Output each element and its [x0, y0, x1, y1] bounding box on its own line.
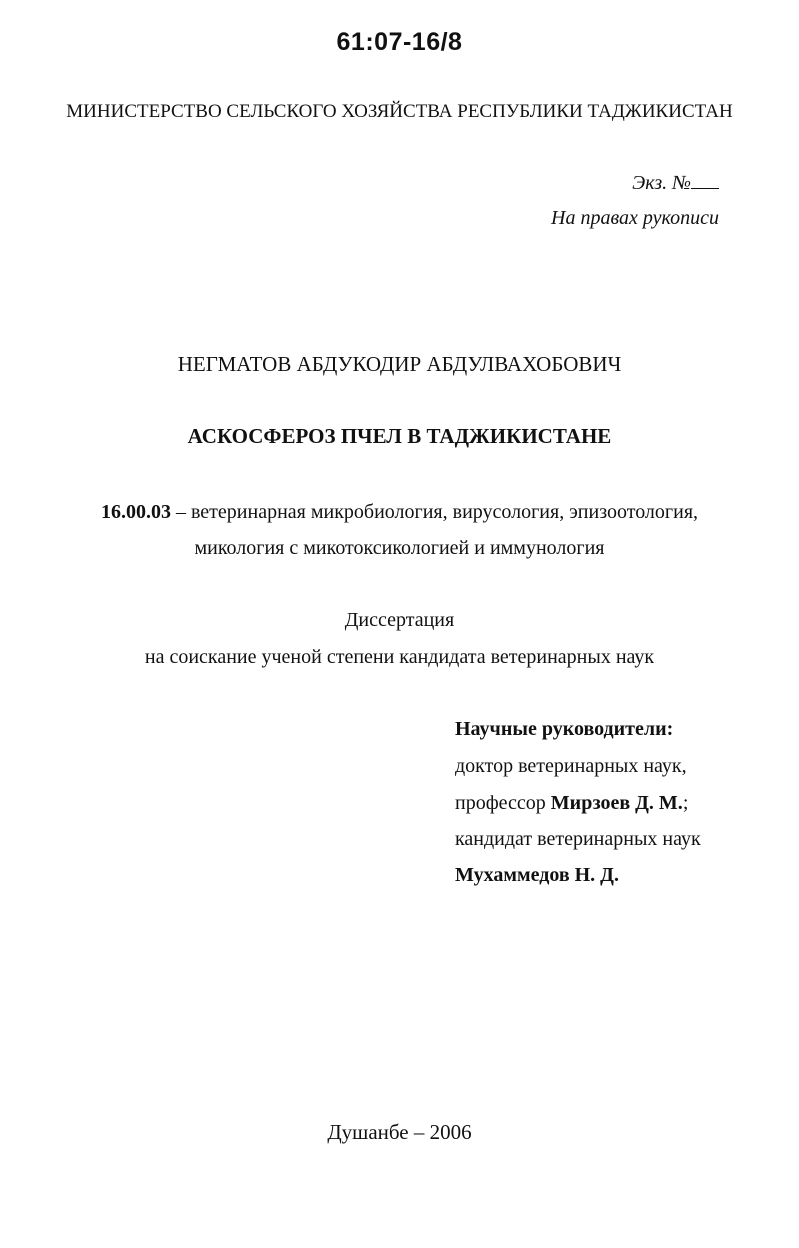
supervisor-1-rank: профессор [455, 792, 551, 814]
supervisor-1-separator: ; [682, 792, 689, 814]
document-type: Диссертация [344, 609, 455, 631]
supervisors-heading: Научные руководители: [455, 718, 674, 740]
manuscript-rights-note: На правах рукописи [551, 207, 719, 229]
ministry-header: МИНИСТЕРСТВО СЕЛЬСКОГО ХОЗЯЙСТВА РЕСПУБЛИКИ ТАДЖИКИСТАН [66, 101, 733, 122]
library-shelfmark: 61:07-16/8 [336, 28, 463, 56]
supervisor-1-line [455, 792, 688, 815]
specialty-description: – ветеринарная микробиология, вирусология, эпизоотология, [170, 501, 699, 523]
copy-number-blank [691, 170, 719, 189]
copy-number-field [632, 170, 719, 195]
supervisor-2-degree: кандидат ветеринарных наук [455, 828, 701, 850]
supervisor-1-degree: доктор ветеринарных наук, [455, 755, 687, 777]
specialty-line-2: микология с микотоксикологией и иммунология [194, 537, 605, 559]
place-and-year: Душанбе – 2006 [327, 1120, 472, 1144]
supervisor-1-name: Мирзоев Д. М. [550, 792, 683, 814]
specialty-code: 16.00.03 [100, 501, 171, 523]
copy-number-label: Экз. № [632, 172, 691, 194]
specialty-line-1 [0, 501, 799, 524]
degree-statement: на соискание ученой степени кандидата ветеринарных наук [144, 646, 655, 668]
supervisor-2-name: Мухаммедов Н. Д. [455, 864, 619, 886]
dissertation-title: АСКОСФЕРОЗ ПЧЕЛ В ТАДЖИКИСТАНЕ [187, 424, 612, 448]
author-name: НЕГМАТОВ АБДУКОДИР АБДУЛВАХОБОВИЧ [177, 352, 622, 376]
